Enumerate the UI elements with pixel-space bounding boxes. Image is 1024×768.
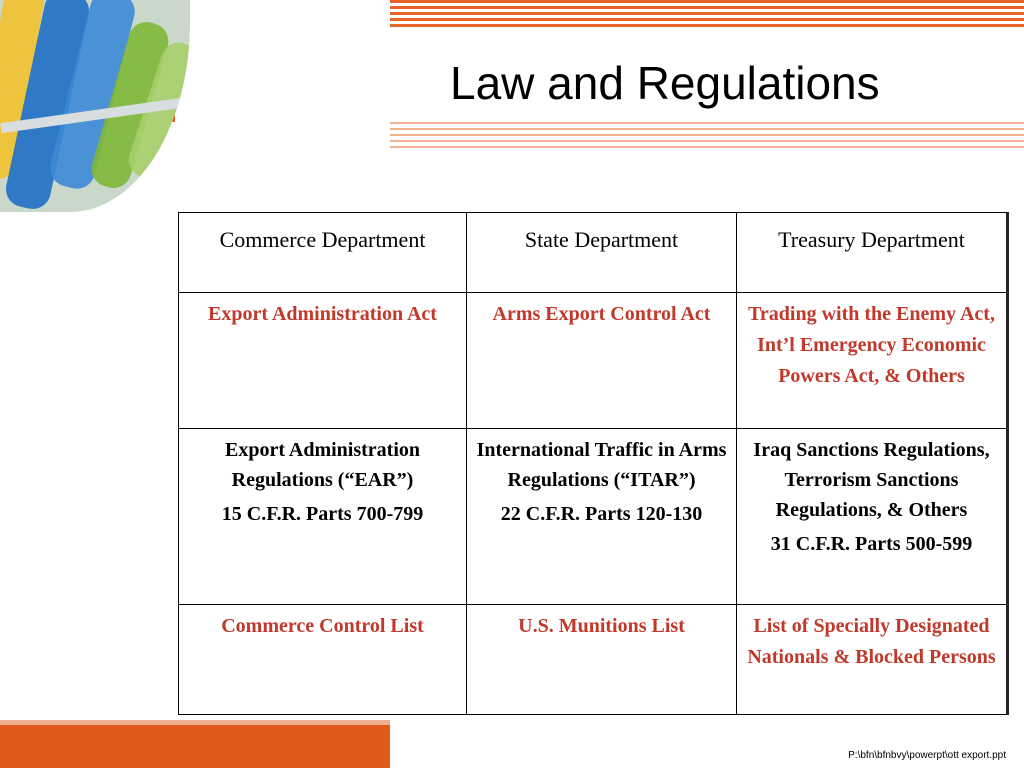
list-state: U.S. Munitions List (467, 605, 737, 715)
regulation-treasury-cfr: 31 C.F.R. Parts 500-599 (770, 533, 973, 555)
footer-band (0, 725, 390, 768)
header-treasury: Treasury Department (737, 213, 1007, 293)
regulation-treasury-name: Iraq Sanctions Regulations, Terrorism Sanctions Regulations, & Others (753, 439, 990, 521)
act-state: Arms Export Control Act (467, 293, 737, 429)
regulations-row (179, 429, 1007, 605)
regulation-state-name: International Traffic in Arms Regulations (“ITAR”) (476, 439, 727, 491)
header-commerce: Commerce Department (179, 213, 467, 293)
regulation-state-cfr: 22 C.F.R. Parts 120-130 (500, 503, 703, 525)
header-state: State Department (467, 213, 737, 293)
table-shadow (1006, 212, 1009, 715)
header-gap (175, 0, 390, 122)
lists-row (179, 605, 1007, 715)
slide-title: Law and Regulations (450, 57, 880, 109)
law-table (178, 212, 1007, 715)
act-commerce: Export Administration Act (179, 293, 467, 429)
regulation-state (467, 429, 737, 605)
test-tubes-photo (0, 0, 190, 212)
list-commerce: Commerce Control List (179, 605, 467, 715)
regulation-commerce-cfr: 15 C.F.R. Parts 700-799 (221, 503, 424, 525)
regulation-treasury (737, 429, 1007, 605)
header-row (179, 213, 1007, 293)
act-treasury: Trading with the Enemy Act, Int’l Emergency Economic Powers Act, & Others (737, 293, 1007, 429)
list-treasury: List of Specially Designated Nationals & Blocked Persons (737, 605, 1007, 715)
regulation-commerce-name: Export Administration Regulations (“EAR”) (224, 439, 421, 491)
header-stripes-fade (390, 122, 1024, 150)
regulation-commerce (179, 429, 467, 605)
acts-row (179, 293, 1007, 429)
file-path: P:\bfn\bfnbvy\powerpt\ott export.ppt (848, 750, 1006, 761)
